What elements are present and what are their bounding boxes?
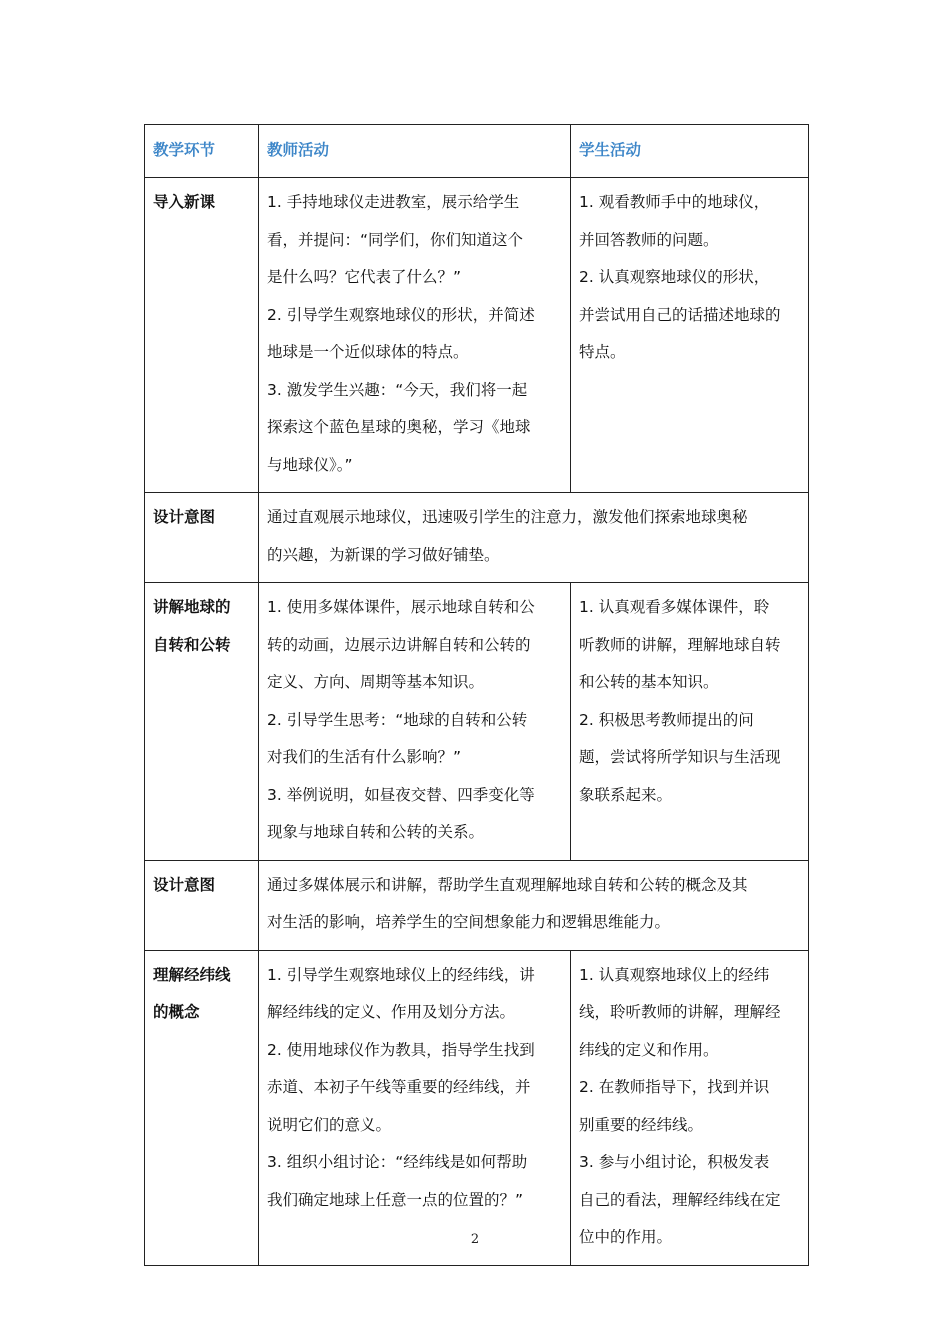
header-student-activity: 学生活动 xyxy=(571,125,809,178)
student-line: 位中的作用。 xyxy=(579,1228,673,1246)
header-teacher-activity: 教师活动 xyxy=(259,125,571,178)
teacher-activity-cell xyxy=(259,583,571,861)
table-header-row xyxy=(145,125,809,178)
student-activity-cell xyxy=(571,583,809,861)
stage-cell xyxy=(145,950,259,1265)
stage-line: 导入新课 xyxy=(153,193,216,211)
teacher-line: 与地球仪》。” xyxy=(267,455,353,474)
table-row xyxy=(145,860,809,950)
teacher-line: 赤道、本初子午线等重要的经纬线，并 xyxy=(267,1078,531,1096)
teacher-line: 探索这个蓝色星球的奥秘，学习《地球 xyxy=(267,418,531,436)
student-line: 2. 认真观察地球仪的形状， xyxy=(579,268,770,286)
student-activity-cell xyxy=(571,950,809,1265)
stage-line: 讲解地球的 xyxy=(153,598,231,616)
stage-line: 理解经纬线 xyxy=(153,965,231,984)
page-number: 2 xyxy=(470,1232,480,1247)
student-line: 象联系起来。 xyxy=(579,785,673,804)
stage-line: 自转和公转 xyxy=(153,635,231,654)
student-line: 自己的看法，理解经纬线在定 xyxy=(579,1190,781,1209)
teacher-line: 2. 引导学生观察地球仪的形状，并简述 xyxy=(267,305,535,324)
student-line: 1. 认真观看多媒体课件，聆 xyxy=(579,598,770,616)
student-line: 2. 在教师指导下，找到并识 xyxy=(579,1078,770,1096)
teacher-line: 我们确定地球上任意一点的位置的？” xyxy=(267,1190,524,1209)
table-row xyxy=(145,583,809,861)
teacher-line: 2. 引导学生思考：“地球的自转和公转 xyxy=(267,710,528,729)
student-line: 听教师的讲解，理解地球自转 xyxy=(579,635,781,654)
student-line: 1. 观看教师手中的地球仪， xyxy=(579,193,770,211)
teacher-line: 对我们的生活有什么影响？” xyxy=(267,748,462,766)
student-line: 线，聆听教师的讲解，理解经 xyxy=(579,1003,781,1021)
teacher-line: 3. 激发学生兴趣：“今天，我们将一起 xyxy=(267,380,528,399)
teacher-activity-cell xyxy=(259,950,571,1265)
teacher-line: 解经纬线的定义、作用及划分方法。 xyxy=(267,1003,516,1021)
stage-cell xyxy=(145,583,259,861)
intent-line: 对生活的影响，培养学生的空间想象能力和逻辑思维能力。 xyxy=(267,913,671,931)
student-line: 3. 参与小组讨论，积极发表 xyxy=(579,1153,770,1171)
intent-line: 通过多媒体展示和讲解，帮助学生直观理解地球自转和公转的概念及其 xyxy=(267,875,748,894)
teacher-activity-cell xyxy=(259,178,571,493)
teacher-line: 1. 手持地球仪走进教室，展示给学生 xyxy=(267,193,520,211)
teacher-line: 3. 组织小组讨论：“经纬线是如何帮助 xyxy=(267,1153,528,1171)
student-line: 1. 认真观察地球仪上的经纬 xyxy=(579,965,770,984)
teacher-line: 地球是一个近似球体的特点。 xyxy=(267,343,469,361)
teacher-line: 1. 使用多媒体课件，展示地球自转和公 xyxy=(267,598,535,616)
teacher-line: 看，并提问：“同学们，你们知道这个 xyxy=(267,230,524,249)
student-line: 特点。 xyxy=(579,343,626,361)
teacher-line: 说明它们的意义。 xyxy=(267,1115,392,1134)
teacher-line: 定义、方向、周期等基本知识。 xyxy=(267,673,485,691)
intent-line: 通过直观展示地球仪，迅速吸引学生的注意力，激发他们探索地球奥秘 xyxy=(267,508,748,526)
student-line: 2. 积极思考教师提出的问 xyxy=(579,710,754,729)
student-line: 并尝试用自己的话描述地球的 xyxy=(579,305,781,324)
student-activity-cell xyxy=(571,178,809,493)
teacher-line: 现象与地球自转和公转的关系。 xyxy=(267,823,485,841)
table-row xyxy=(145,493,809,583)
student-line: 别重要的经纬线。 xyxy=(579,1115,704,1134)
teacher-line: 2. 使用地球仪作为教具，指导学生找到 xyxy=(267,1040,535,1059)
lesson-plan-table xyxy=(144,124,809,1266)
stage-line: 设计意图 xyxy=(153,875,216,894)
header-stage: 教学环节 xyxy=(145,125,259,178)
teacher-line: 是什么吗？它代表了什么？” xyxy=(267,268,462,286)
table-row xyxy=(145,950,809,1265)
teacher-line: 1. 引导学生观察地球仪上的经纬线，讲 xyxy=(267,965,535,984)
stage-line: 的概念 xyxy=(153,1003,200,1021)
teacher-line: 转的动画，边展示边讲解自转和公转的 xyxy=(267,635,531,654)
stage-cell xyxy=(145,178,259,493)
student-line: 题，尝试将所学知识与生活现 xyxy=(579,748,781,766)
stage-cell xyxy=(145,860,259,950)
intent-line: 的兴趣，为新课的学习做好铺垫。 xyxy=(267,545,500,564)
design-intent-cell xyxy=(259,860,809,950)
student-line: 纬线的定义和作用。 xyxy=(579,1040,719,1059)
stage-cell xyxy=(145,493,259,583)
stage-line: 设计意图 xyxy=(153,508,216,526)
student-line: 和公转的基本知识。 xyxy=(579,673,719,691)
teacher-line: 3. 举例说明，如昼夜交替、四季变化等 xyxy=(267,785,535,804)
table-row xyxy=(145,178,809,493)
student-line: 并回答教师的问题。 xyxy=(579,230,719,249)
design-intent-cell xyxy=(259,493,809,583)
